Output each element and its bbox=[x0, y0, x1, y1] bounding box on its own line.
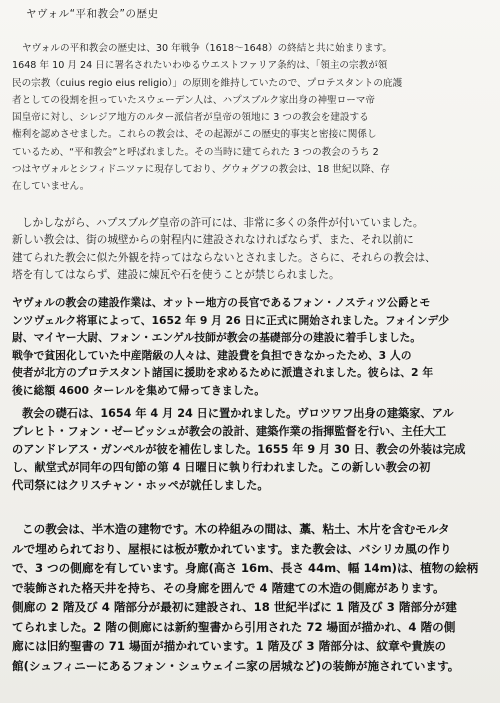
text-line: 側廊の 2 階及び 4 階部分が最初に建設され、18 世紀半ばに 1 階及び 3 階部分が建 bbox=[12, 600, 457, 614]
paragraph-1 bbox=[12, 40, 488, 196]
text-line: ルで埋められており、屋根には板が敷かれています。また教会は、バシリカ風の作り bbox=[12, 541, 452, 556]
paragraph-3 bbox=[12, 294, 488, 399]
text-line: 廊には旧約聖書の 71 場面が描かれています。1 階及び 3 階部分は、紋章や貴族の bbox=[12, 639, 447, 653]
paragraph-5 bbox=[12, 520, 488, 676]
text-line: てられました。2 階の側廊には新約聖書から引用された 72 場面が描かれ、4 階の側 bbox=[12, 619, 456, 634]
text-line: ブレヒト・フォン・ゼービッシュが教会の設計、建築作業の指揮監督を行い、主任大工 bbox=[12, 425, 447, 438]
text-line: この教会は、半木造の建物です。木の枠組みの間は、藁、粘土、木片を含むモルタ bbox=[22, 522, 450, 536]
text-line: し、献堂式が同年の四旬節の第 4 日曜日に執り行われました。この新しい教会の初 bbox=[12, 461, 431, 474]
paragraph-2 bbox=[12, 215, 488, 284]
text-line: 教会の礎石は、1654 年 4 月 24 日に置かれました。ヴロツワフ出身の建築家、アル bbox=[22, 407, 454, 420]
text-line: 者としての役割を担っていたスウェーデン人は、ハプスブルク家出身の神聖ローマ帝 bbox=[12, 94, 376, 106]
text-line: ンツヴェルク将軍によって、1652 年 9 月 26 日に正式に開始されました。フォインデ少 bbox=[12, 313, 450, 327]
text-line: ヤヴォルの平和教会の歴史は、30 年戦争（1618～1648）の終結と共に始まります。 bbox=[22, 43, 392, 54]
text-line: つはヤヴォルとシフィドニツァに現存しており、グウォグフの教会は、18 世紀以降、存 bbox=[12, 164, 390, 176]
text-line: 1648 年 10 月 24 日に署名されたいわゆるウエストファリア条約は、「領主の宗教が領 bbox=[12, 60, 388, 72]
text-line: 国皇帝に対し、シレジア地方のルター派信者が皇帝の領地に 3 つの教会を建設する bbox=[12, 112, 369, 124]
text-line: ヤヴォルの教会の建設作業は、オットー地方の長官であるフォン・ノスティツ公爵とモ bbox=[12, 296, 431, 309]
paragraph-4 bbox=[12, 405, 488, 495]
text-line: 民の宗教（cuius regio eius religio）」の原則を維持していたので、プロテスタントの庇護 bbox=[12, 77, 403, 89]
text-line: 権利を認めさせました。これらの教会は、その起源がこの歴史的事実と密接に関係し bbox=[12, 129, 377, 141]
text-line: で、3 つの側廊を有しています。身廊(高さ 16m、長さ 44m、幅 14m)は、植物の絵柄 bbox=[12, 561, 479, 575]
page-title: ヤヴォル“平和教会”の歴史 bbox=[26, 8, 159, 20]
text-line: 塔を有してはならず、建設に煉瓦や石を使うことが禁じられました。 bbox=[12, 268, 340, 281]
text-line: 建てられた教会に似た外観を持ってはならないとされました。さらに、それらの教会は、 bbox=[12, 251, 436, 264]
text-line: 代司祭にはクリスチャン・ホッペが就任しました。 bbox=[12, 479, 269, 492]
text-line: 館(シュフィニーにあるフォン・シュウェイニ家の居城など)の装飾が施されています。 bbox=[12, 658, 460, 673]
text-line: 尉、マイヤー大尉、フォン・エンゲル技師が教会の基礎部分の建設に着手しました。 bbox=[12, 331, 422, 344]
text-line: で装飾された格天井を持ち、その身廊を囲んで 4 階建ての木造の側廊があります。 bbox=[12, 580, 445, 595]
text-line: ているため、“平和教会”と呼ばれました。その当時に建てられた 3 つの教会のうち 2 bbox=[12, 146, 379, 158]
text-line: 在していません。 bbox=[12, 181, 90, 193]
text-line: しかしながら、ハプスブルグ皇帝の許可には、非常に多くの条件が付いていました。 bbox=[22, 217, 424, 229]
text-line: 後に総額 4600 ターレルを集めて帰ってきました。 bbox=[12, 383, 266, 397]
text-line: 戦争で貧困化していた中産階級の人々は、建設費を負担できなかったため、3 人の bbox=[12, 348, 412, 362]
text-line: のアンドレアス・ガンペルが彼を補佐しました。1655 年 9 月 30 日、教会の外装は完成 bbox=[12, 443, 466, 456]
text-line: 新しい教会は、街の城壁からの射程内に建設されなければならず、また、それ以前に bbox=[12, 234, 414, 247]
text-line: 使者が北方のプロテスタント諸国に援助を求めるために派遣されました。彼らは、2 年 bbox=[12, 366, 434, 379]
